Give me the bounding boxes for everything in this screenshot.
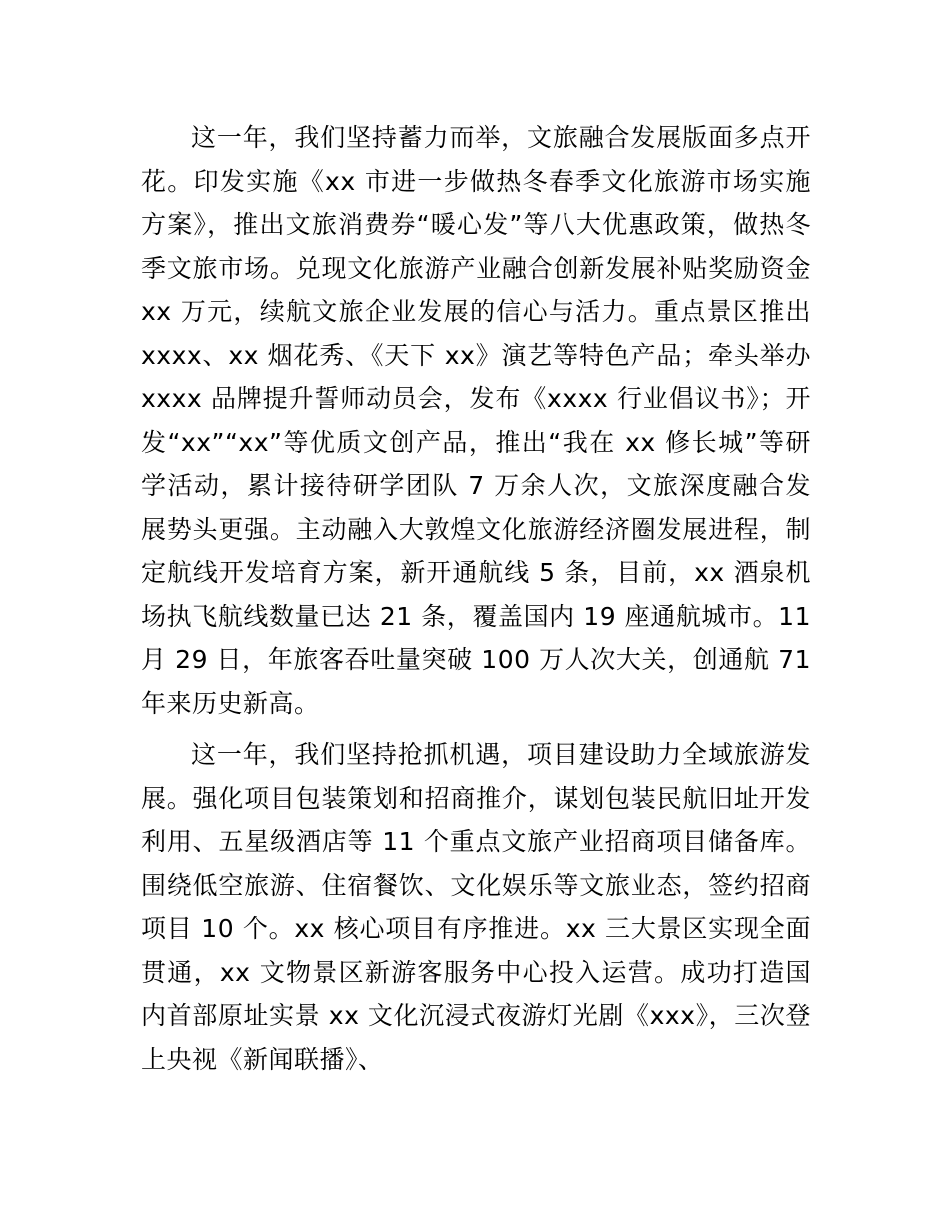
paragraph-culture-tourism-integration: 这一年，我们坚持蓄力而举，文旅融合发展版面多点开花。印发实施《xx 市进一步做热冬春季文化旅游市场实施方案》，推出文旅消费券“暖心发”等八大优惠政策，做热冬季文旅市场。兑现文化旅游产业融合创新发展补贴奖励资金 xx 万元，续航文旅企业发展的信心与活力。重点景区推出 xxxx、xx 烟花秀、《天下 xx》演艺等特色产品；牵头举办 xxxx 品牌提升誓师动员会，发布《xxxx 行业倡议书》；开发“xx”“xx”等优质文创产品，推出“我在 xx 修长城”等研学活动，累计接待研学团队 7 万余人次，文旅深度融合发展势头更强。主动融入大敦煌文化旅游经济圈发展进程，制定航线开发培育方案，新开通航线 5 条，目前，xx 酒泉机场执飞航线数量已达 21 条，覆盖国内 19 座通航城市。11 月 29 日，年旅客吞吐量突破 100 万人次大关，创通航 71 年来历史新高。 <box>141 123 811 718</box>
document-body <box>141 116 811 1089</box>
paragraph-project-construction: 这一年，我们坚持抢抓机遇，项目建设助力全域旅游发展。强化项目包装策划和招商推介，谋划包装民航旧址开发利用、五星级酒店等 11 个重点文旅产业招商项目储备库。围绕低空旅游、住宿餐饮、文化娱乐等文旅业态，签约招商项目 10 个。xx 核心项目有序推进。xx 三大景区实现全面贯通，xx 文物景区新游客服务中心投入运营。成功打造国内首部原址实景 xx 文化沉浸式夜游灯光剧《xxx》，三次登上央视《新闻联播》、 <box>141 740 811 1074</box>
